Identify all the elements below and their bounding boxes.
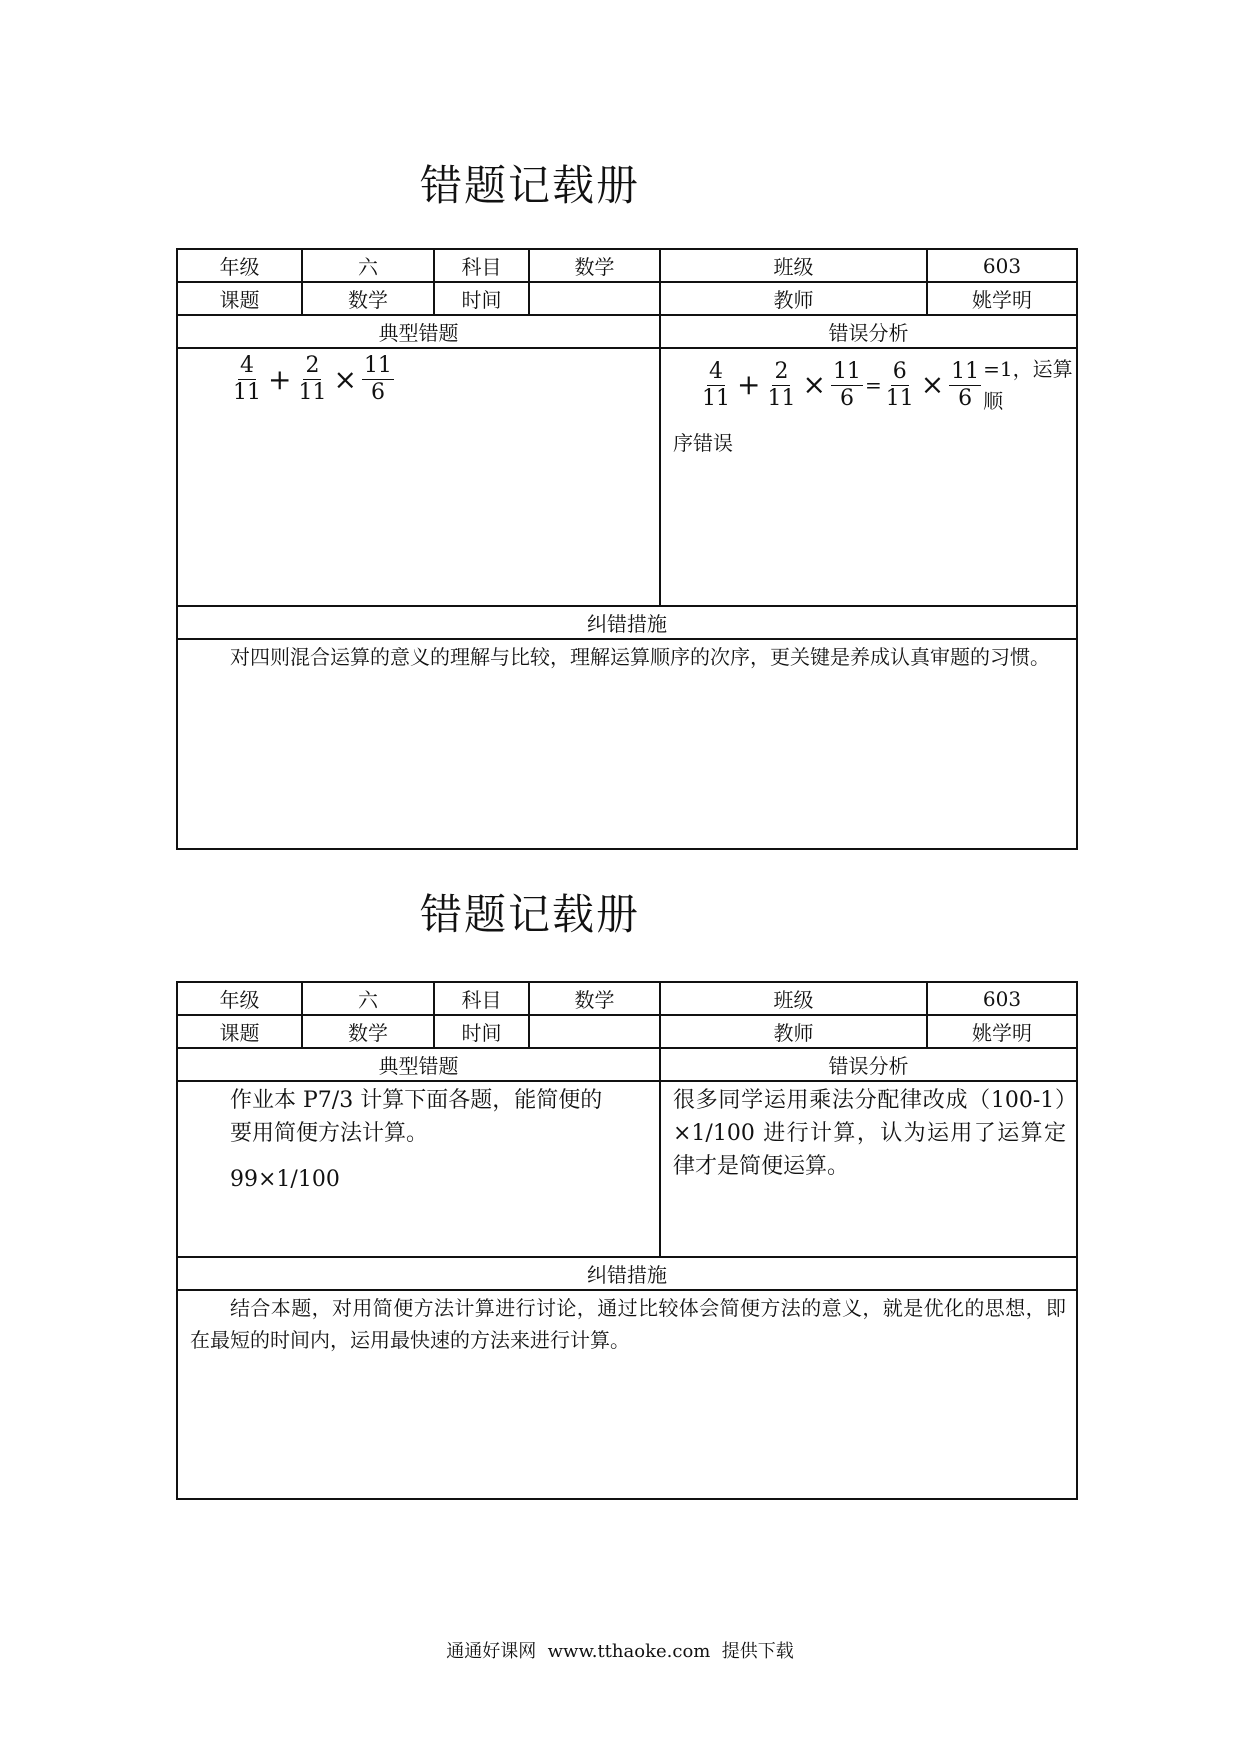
record-table [176,981,1078,1500]
denominator: 11 [702,385,730,411]
fraction [230,353,264,406]
error-analysis-content [660,1081,1077,1257]
subject-label: 科目 [434,982,529,1015]
class-value: 603 [927,982,1077,1015]
subject-value: 数学 [529,249,660,282]
denominator: 11 [298,380,327,405]
sheet-title: 错题记载册 [420,161,641,210]
topic-label: 课题 [177,1015,302,1048]
equals-sign: = [864,373,882,397]
typical-expression [178,349,659,406]
class-value: 603 [927,249,1077,282]
analysis-tail-text: =1，运算顺 [983,357,1073,413]
denominator: 6 [958,385,973,411]
typical-error-content [177,348,660,606]
topic-label: 课题 [177,282,302,315]
plus-sign: + [737,368,761,401]
subject-value: 数学 [529,982,660,1015]
fraction [883,359,917,412]
numerator: 11 [832,358,861,384]
denominator: 6 [370,380,385,405]
denominator: 11 [767,385,796,411]
time-label: 时间 [434,282,529,315]
fraction [764,359,798,412]
record-table [176,248,1078,850]
fraction [699,359,733,412]
denominator: 11 [233,380,261,405]
times-sign: × [802,368,826,401]
numerator: 4 [240,353,254,378]
correction-content [177,639,1077,849]
analysis-continuation: 序错误 [673,431,733,455]
typical-error-text: 作业本 P7/3 计算下面各题，能简便的要用简便方法计算。 [230,1088,603,1146]
error-analysis-content [660,348,1077,606]
numerator: 6 [892,358,907,384]
grade-value: 六 [302,249,434,282]
numerator: 11 [363,353,392,378]
grade-label: 年级 [177,249,302,282]
error-analysis-header: 错误分析 [660,1048,1077,1081]
fraction [948,359,982,412]
correction-header: 纠错措施 [177,1257,1077,1290]
correction-text: 对四则混合运算的意义的理解与比较，理解运算顺序的次序，更关键是养成认真审题的习惯。 [230,645,1050,669]
grade-label: 年级 [177,982,302,1015]
numerator: 2 [305,353,320,378]
class-label: 班级 [660,249,927,282]
error-analysis-text: 很多同学运用乘法分配律改成（100-1）×1/100 进行计算，认为运用了运算定律才是简便运算。 [673,1088,1066,1179]
subject-label: 科目 [434,249,529,282]
typical-error-content [177,1081,660,1257]
fraction [361,353,395,406]
teacher-label: 教师 [660,1015,927,1048]
time-value [529,1015,660,1048]
numerator: 11 [951,358,980,384]
error-analysis-header: 错误分析 [660,315,1077,348]
teacher-value: 姚学明 [927,1015,1077,1048]
fraction [295,353,329,406]
correction-content [177,1290,1077,1499]
denominator: 6 [839,385,854,411]
correction-text: 结合本题，对用简便方法计算进行讨论，通过比较体会简便方法的意义，就是优化的思想，即在最短的时间内，运用最快速的方法来进行计算。 [190,1296,1066,1352]
plus-sign: + [268,362,292,396]
sheet-title: 错题记载册 [420,890,641,939]
teacher-value: 姚学明 [927,282,1077,315]
teacher-label: 教师 [660,282,927,315]
correction-header: 纠错措施 [177,606,1077,639]
denominator: 11 [885,385,914,411]
analysis-expression [661,349,1076,417]
numerator: 2 [774,358,789,384]
times-sign: × [333,362,357,396]
typical-error-expression: 99×1/100 [230,1167,340,1192]
time-label: 时间 [434,1015,529,1048]
typical-error-header: 典型错题 [177,1048,660,1081]
topic-value: 数学 [302,1015,434,1048]
topic-value: 数学 [302,282,434,315]
numerator: 4 [709,358,723,384]
fraction [830,359,864,412]
class-label: 班级 [660,982,927,1015]
page-footer: 通通好课网 www.tthaoke.com 提供下载 [446,1641,794,1662]
typical-error-header: 典型错题 [177,315,660,348]
time-value [529,282,660,315]
grade-value: 六 [302,982,434,1015]
times-sign: × [920,368,945,401]
